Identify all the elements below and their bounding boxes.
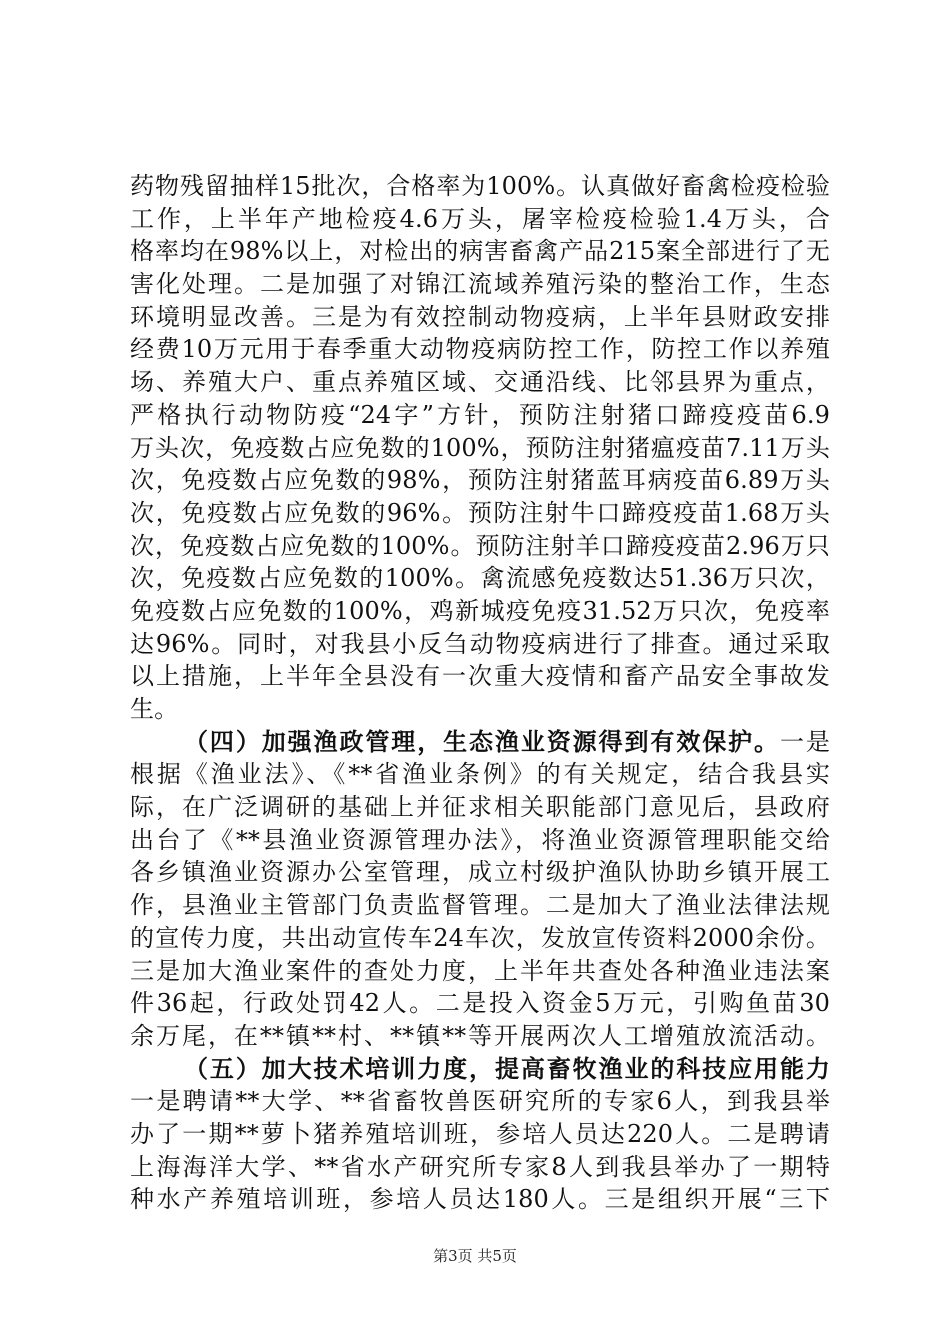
body-text: 一是 xyxy=(779,727,830,756)
page-footer: 第3页 共5页 xyxy=(433,1247,517,1265)
body-text: 药物残留抽样15批次，合格率为100%。认真做好畜禽检疫检验 xyxy=(130,172,830,200)
text-line xyxy=(130,333,830,366)
body-text: 件36起，行政处罚42人。二是投入资金5万元，引购鱼苗30 xyxy=(130,989,830,1018)
text-line xyxy=(130,530,830,563)
body-text: 的宣传力度，共出动宣传车24车次，发放宣传资料2000余份。 xyxy=(130,923,830,952)
body-text: 种水产养殖培训班，参培人员达180人。三是组织开展“三下 xyxy=(130,1185,830,1214)
body-text: 害化处理。二是加强了对锦江流域养殖污染的整治工作，生态 xyxy=(130,270,830,299)
bold-heading-text: （四）加强渔政管理，生态渔业资源得到有效保护。 xyxy=(184,726,780,756)
body-text: 次，免疫数占应免数的100%。预防注射羊口蹄疫疫苗2.96万只 xyxy=(130,531,830,560)
text-line xyxy=(130,399,830,432)
body-text: 根据《渔业法》、《**省渔业条例》的有关规定，结合我县实 xyxy=(130,760,830,789)
text-line xyxy=(130,562,830,595)
body-text: 工作，上半年产地检疫4.6万头，屠宰检疫检验1.4万头，合 xyxy=(130,204,830,233)
text-line xyxy=(130,203,830,236)
text-line xyxy=(130,791,830,824)
body-text: 场、养殖大户、重点养殖区域、交通沿线、比邻县界为重点， xyxy=(130,368,830,397)
body-text: 余万尾，在**镇**村、**镇**等开展两次人工增殖放流活动。 xyxy=(130,1021,830,1050)
text-line xyxy=(130,1151,830,1184)
text-line xyxy=(130,758,830,791)
text-line xyxy=(130,1183,830,1216)
body-text: 次，免疫数占应免数的100%。禽流感免疫数达51.36万只次， xyxy=(130,564,830,593)
body-text: 严格执行动物防疫“24字”方针，预防注射猪口蹄疫疫苗6.9 xyxy=(130,400,830,429)
document-body xyxy=(130,170,830,1216)
body-text: 万头次，免疫数占应免数的100%，预防注射猪瘟疫苗7.11万头 xyxy=(130,433,830,462)
text-line xyxy=(130,1020,830,1053)
text-line xyxy=(130,856,830,889)
text-line xyxy=(130,170,830,203)
body-text: 以上措施，上半年全县没有一次重大疫情和畜产品安全事故发 xyxy=(130,662,830,691)
text-line xyxy=(130,987,830,1020)
section-heading-line xyxy=(130,1053,830,1086)
text-line xyxy=(130,1118,830,1151)
body-text: 办了一期**萝卜猪养殖培训班，参培人员达220人。二是聘请 xyxy=(130,1119,830,1148)
text-line xyxy=(130,432,830,465)
body-text: 上海海洋大学、**省水产研究所专家8人到我县举办了一期特 xyxy=(130,1152,830,1181)
text-line xyxy=(130,889,830,922)
text-line xyxy=(130,1085,830,1118)
text-line xyxy=(130,660,830,693)
body-text: 格率均在98%以上，对检出的病害畜禽产品215案全部进行了无 xyxy=(130,237,830,266)
body-text: 各乡镇渔业资源办公室管理，成立村级护渔队协助乡镇开展工 xyxy=(130,858,830,887)
body-text: 出台了《**县渔业资源管理办法》，将渔业资源管理职能交给 xyxy=(130,825,830,854)
body-text: 生。 xyxy=(130,695,179,723)
body-text: 三是加大渔业案件的查处力度，上半年共查处各种渔业违法案 xyxy=(130,956,830,985)
text-line xyxy=(130,301,830,334)
text-line xyxy=(130,955,830,988)
body-text: 环境明显改善。三是为有效控制动物疫病，上半年县财政安排 xyxy=(130,302,830,331)
body-text: 一是聘请**大学、**省畜牧兽医研究所的专家6人，到我县举 xyxy=(130,1087,830,1116)
body-text: 次，免疫数占应免数的98%，预防注射猪蓝耳病疫苗6.89万头 xyxy=(130,466,830,495)
body-text: 次，免疫数占应免数的96%。预防注射牛口蹄疫疫苗1.68万头 xyxy=(130,498,830,527)
text-line xyxy=(130,235,830,268)
text-line xyxy=(130,628,830,661)
text-line xyxy=(130,824,830,857)
text-line xyxy=(130,693,830,726)
body-text: 免疫数占应免数的100%，鸡新城疫免疫31.52万只次，免疫率 xyxy=(130,596,830,625)
body-text: 经费10万元用于春季重大动物疫病防控工作，防控工作以养殖 xyxy=(130,335,830,364)
text-line xyxy=(130,497,830,530)
text-line xyxy=(130,464,830,497)
text-line xyxy=(130,366,830,399)
body-text: 作，县渔业主管部门负责监督管理。二是加大了渔业法律法规 xyxy=(130,891,830,920)
text-line xyxy=(130,922,830,955)
body-text: 际，在广泛调研的基础上并征求相关职能部门意见后，县政府 xyxy=(130,793,830,822)
text-line xyxy=(130,268,830,301)
section-heading-line xyxy=(130,726,830,759)
body-text: 达96%。同时，对我县小反刍动物疫病进行了排查。通过采取 xyxy=(130,629,830,658)
bold-heading-text: （五）加大技术培训力度，提高畜牧渔业的科技应用能力 xyxy=(184,1053,830,1083)
text-line xyxy=(130,595,830,628)
